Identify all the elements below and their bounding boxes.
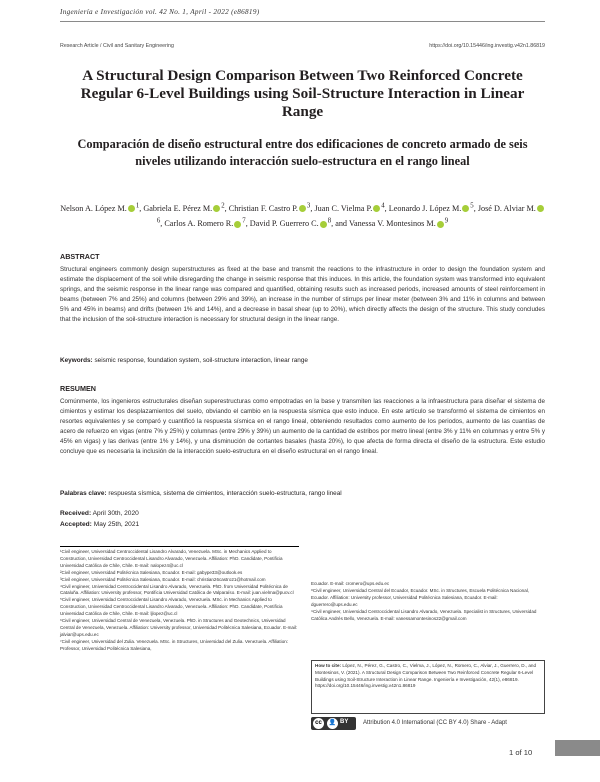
author: José D. Alviar M.$^6$,	[157, 204, 545, 229]
author: Vanessa V. Montesinos M. $^9$	[348, 217, 449, 229]
keywords-value: seismic response, foundation system, soil-structure interaction, linear range	[94, 357, 308, 364]
title-english: A Structural Design Comparison Between Two Reinforced Concrete Regular 6-Level Buildings using Soil-Structure Interaction in Linear Range	[80, 67, 525, 120]
footnote: ¹Civil engineer, Universidad Centroccidental Lisandro Alvarado, Venezuela. MSc. in Mechanics Applied to Construction, Universidad Centroccidental Lisandro Alvarado, Venezuela. Affiliation: PhD. Candidate, Pontificia Universidad Católica de Chile, Chile. E-mail: nalopez4@uc.cl	[60, 549, 283, 568]
author: Juan C. Vielma P. $^4$,	[314, 202, 389, 213]
by-label: BY	[340, 719, 349, 725]
keywords-line	[60, 357, 545, 364]
article-dates	[60, 508, 139, 530]
article-type: Research Article / Civil and Sanitary Engineering	[60, 43, 174, 49]
author: Christian F. Castro P. $^3$,	[228, 202, 315, 213]
resumen-heading: RESUMEN	[60, 384, 96, 393]
journal-header: Ingeniería e Investigación vol. 42 No. 1, April - 2022 (e86819)	[60, 8, 260, 16]
abstract-body: Structural engineers commonly design superstructures as fixed at the base and transmit the reactions to the infrastructure in order to design the foundation system and estimate the displacement of the soil while disregarding the change in seismic response that this induces. In this article, the foundation system was transformed into equivalent springs, and the seismic response in the linear range was compared and quantified, obtaining results such as increased periods, increased amounts of steel reinforcement in beams (between 7% and 25%) and columns (between 29% and 39%), an increase in the number of stirrups per linear meter (between 3% and 11% in columns and between 5% and 45% in beams) and drifts (between 1% and 14%), and a decrease in basal shear (up to 20%), which directly affects the design of the structure. This study concludes that the inclusion of the soil-structure interaction is necessary for structural design in the linear range.	[60, 266, 545, 324]
author: Leonardo J. López M. $^5$,	[388, 202, 478, 213]
author: Carlos A. Romero R. $^7$,	[164, 217, 250, 229]
orcid-icon[interactable]	[213, 205, 220, 212]
orcid-icon[interactable]	[299, 205, 306, 212]
orcid-icon[interactable]	[437, 221, 444, 228]
orcid-icon[interactable]	[128, 205, 135, 212]
footnote: ⁵Civil engineer, Universidad Centroccidental Lisandro Alvarado, Venezuela. MSc. in Mechanics Applied to Construction, Universidad Centroccidental Lisandro Alvarado, Venezuela. Affiliation: PhD. Candidate, Pontificia Universidad Católica de Chile, Chile. E-mail: ljlopez@uc.cl	[60, 597, 283, 617]
footnote: ⁹Civil engineer, Universidad Centroccidental Lisandro Alvarado, Venezuela. Specialist in Structures, Universidad Católica Andrés Bello, Venezuela. E-mail: vanessamontesinos22@gmail.com	[311, 608, 537, 621]
author: Nelson A. López M. $^1$,	[60, 202, 144, 213]
orcid-icon[interactable]	[462, 205, 469, 212]
accepted-date: Accepted: May 25th, 2021	[60, 521, 140, 528]
license-text: Attribution 4.0 International (CC BY 4.0) Share - Adapt	[363, 720, 507, 726]
how-to-cite-label: How to cite:	[315, 663, 342, 668]
how-to-cite-box	[311, 660, 545, 714]
doi-link[interactable]: https://doi.org/10.15446/ing.investig.v42n1.86819	[429, 43, 545, 49]
how-to-cite-text: López, N., Pérez, G., Castro, C., Vielma, J., López, N., Romero, C., Alviar, J., Guerrero, D., and Montesinos, V. (2021). A Structural Design Comparison Between Two Reinforced Concrete Regular 6-Level Buildings using Soil-Structure Interaction in Linear Range. Ingeniería e Investigación, 42(1), e86819. https://doi.org/10.15446/ing.investig.v42n1.86819	[315, 663, 537, 689]
footnote: ²Civil engineer, Universidad Politécnica Salesiana, Ecuador. E-mail: gabype33@outlook.es	[60, 569, 243, 575]
footnote: ⁴Civil engineer, Universidad Centroccidental Lisandro Alvarado, Venezuela. PhD. from Universidad Politécnica de Cataluña. Affiliation: University professor, Pontificia Universidad Católica de Valparaíso. E-mail: juan.vielma@pucv.cl	[60, 583, 294, 596]
footnotes-right	[311, 581, 545, 622]
title-spanish: Comparación de diseño estructural entre dos edificaciones de concreto armado de seis niveles utilizando interacción suelo-estructura en el rango lineal	[77, 137, 528, 168]
footnote-divider	[60, 546, 299, 547]
footnote: ⁷Civil engineer, Universidad del Zulia. Venezuela. MSc. in Structures, Universidad del Zulia. Venezuela. Affiliation: Professor, Universidad Politécnica Salesiana,	[60, 638, 289, 651]
footnote: ⁶Civil engineer, Universidad Central de Venezuela, Venezuela. PhD. in Structures and Geotechnics, Universidad Central de Venezuela, Venezuela. Affiliation: University professor, Universidad Politécnica Salesiana, Ecuador. E-mail: jalviar@ups.edu.ec	[60, 618, 298, 637]
keywords-label: Keywords:	[60, 357, 93, 364]
resumen-body: Comúnmente, los ingenieros estructurales diseñan superestructuras como empotradas en la base y transmiten las reacciones a la infraestructura para diseñar el sistema de cimientos y estimar los desplazamientos del suelo, obviando el cambio en la respuesta sísmica que esto induce. En este artículo se transformó el sistema de cimientos en resortes equivalentes y se comparó y cuantificó la respuesta sísmica en el rango lineal, obteniendo resultados como aumento de los periodos, aumento de las cuantías de acero de refuerzo en vigas (entre 7% y 25%) y columnas (entre 29% y 39%) un aumento de la cantidad de estribos por metro lineal (entre 3% y 11% en columnas y entre 5% y 45% en vigas) y las derivas (entre 1% y 14%), y una disminución de cortantes basales (hasta 20%), lo que afecta de forma directa el diseño de la estructura. Este estudio concluye que es necesaria la inclusión de la interacción suelo-estructura en el diseño estructural en el rango lineal.	[60, 398, 545, 456]
license-block	[311, 717, 545, 731]
cc-by-badge-icon[interactable]	[311, 717, 356, 730]
orcid-icon[interactable]	[537, 205, 544, 212]
cc-icon: cc	[313, 718, 324, 729]
palabras-clave-label: Palabras clave:	[60, 490, 107, 497]
author: David P. Guerrero C. $^8$, and	[249, 217, 349, 229]
footnotes-left	[60, 549, 299, 653]
orcid-icon[interactable]	[320, 221, 327, 228]
palabras-clave-line	[60, 490, 545, 497]
footnote: ⁸Civil engineer, Universidad Central del Ecuador, Ecuador. MSc. in Structures, Escuela Politécnica Nacional, Ecuador. Affiliation: University professor, Universidad Politécnica Salesiana, Ecuador. E-mail: dguerrero@ups.edu.ec	[311, 587, 530, 607]
palabras-clave-value: respuesta sísmica, sistema de cimientos, interacción suelo-estructura, rango lineal	[108, 490, 342, 497]
attribution-person-icon: 👤	[327, 718, 338, 729]
footnote: Ecuador. E-mail: cromero@ups.edu.ec	[311, 581, 390, 586]
header-divider	[60, 21, 545, 22]
footnote: ³Civil engineer, Universidad Politécnica Salesiana, Ecuador. E-mail: christian26castro21@hotmail.com	[60, 576, 266, 582]
received-date: Received: April 30th, 2020	[60, 510, 139, 517]
author: Gabriela E. Pérez M. $^2$,	[143, 202, 229, 213]
orcid-icon[interactable]	[373, 205, 380, 212]
article-subheader	[60, 43, 545, 49]
author-list	[60, 199, 545, 230]
page-number-bar	[555, 740, 600, 756]
page-number: 1 of 10	[509, 748, 533, 757]
abstract-heading: ABSTRACT	[60, 252, 100, 261]
orcid-icon[interactable]	[234, 221, 241, 228]
